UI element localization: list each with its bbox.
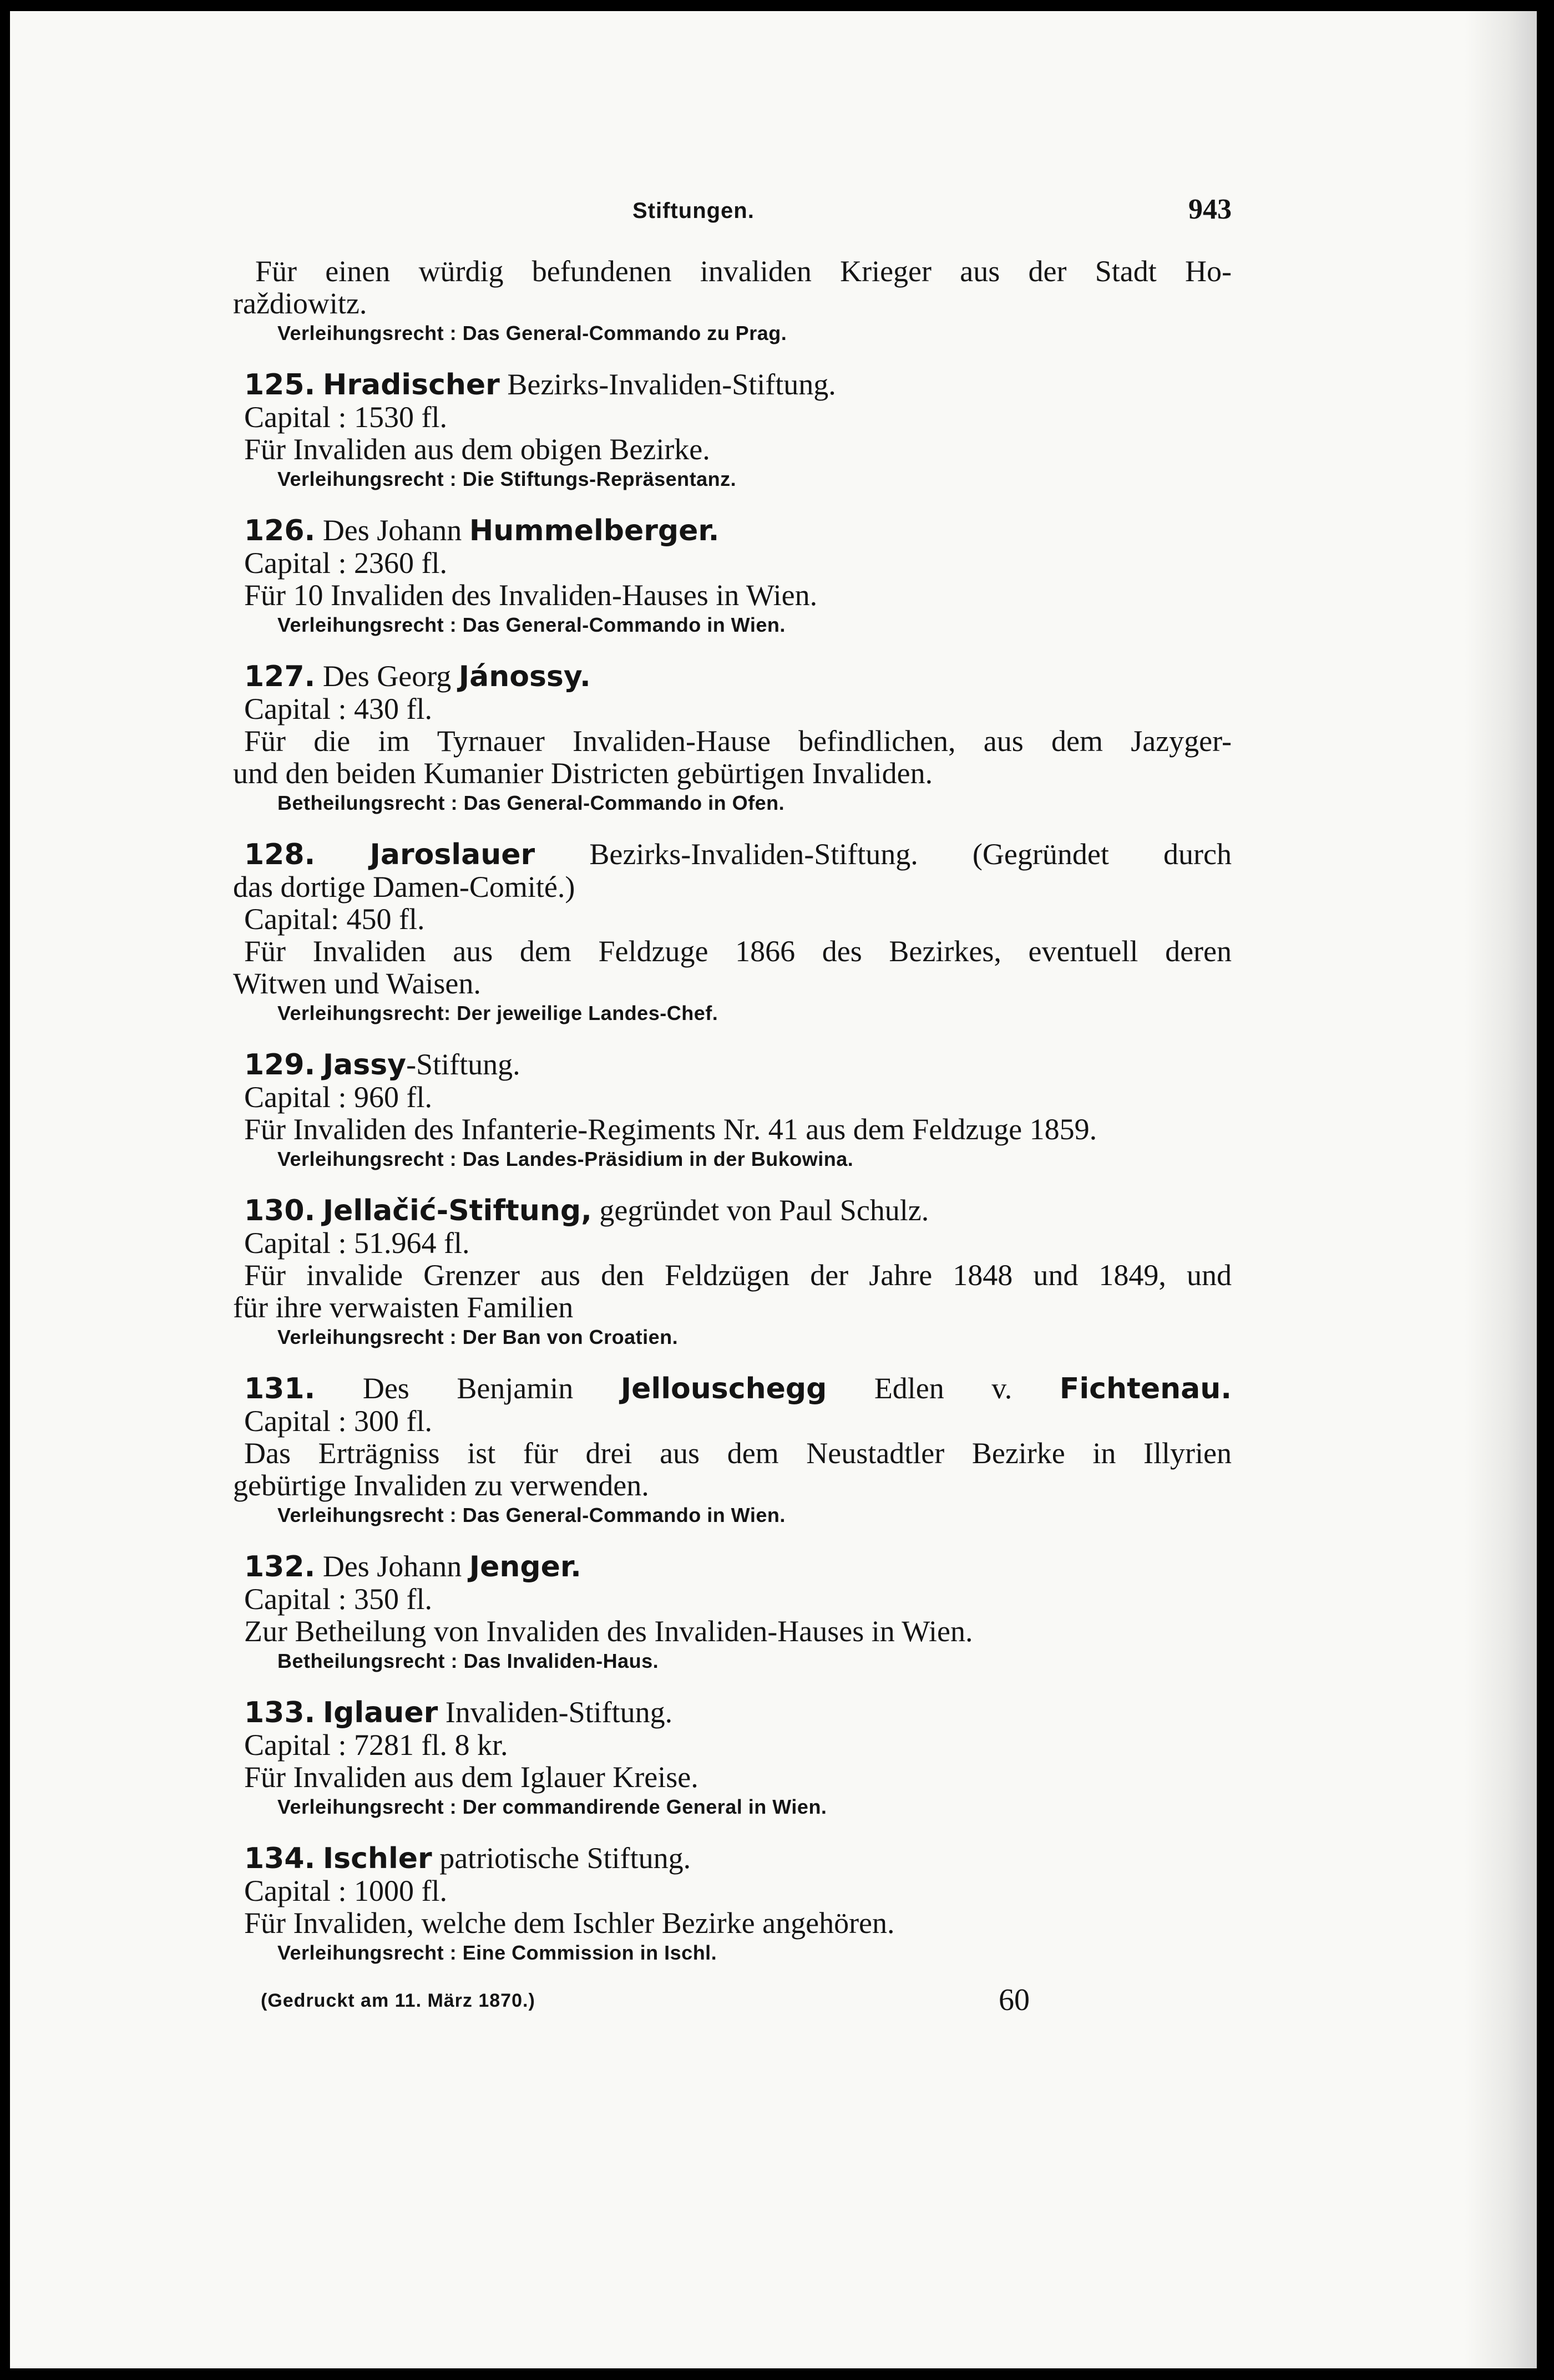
entry-bold-name: Jánossy. (458, 660, 591, 693)
entry-title (244, 1048, 1232, 1081)
entry-title-cont: das dortige Damen-Comité.) (233, 870, 575, 904)
entry-bold-name: Jellačić-Stiftung, (322, 1194, 592, 1227)
entry-title (244, 1842, 1232, 1875)
foundation-entry-125 (244, 368, 1232, 493)
entry-capital: Capital : 430 fl. (244, 692, 432, 725)
entry-capital: Capital : 2360 fl. (244, 546, 447, 580)
entry-title (244, 368, 1232, 401)
entry-title-rest: Bezirks-Invaliden-Stiftung. (499, 368, 836, 401)
entry-capital: Capital : 51.964 fl. (244, 1226, 470, 1260)
entry-description: Zur Betheilung von Invaliden des Invaliden-Hauses in Wien. (244, 1615, 973, 1648)
entry-description: Für Invaliden aus dem Iglauer Kreise. (244, 1760, 698, 1794)
running-head: Stiftungen. (632, 199, 755, 223)
entry-title (244, 1194, 1232, 1227)
sheet-signature: 60 (999, 1983, 1030, 2017)
entry-description: Für Invaliden aus dem obigen Bezirke. (244, 433, 710, 466)
foundation-entry-133 (244, 1696, 1232, 1821)
entry-number: 127. (244, 660, 316, 693)
foundation-entry-128 (233, 838, 1232, 1027)
entry-capital: Capital : 1000 fl. (244, 1874, 447, 1907)
entry-title (244, 1550, 1232, 1583)
foundation-entry-134 (244, 1842, 1232, 1967)
entry-title-rest: Edlen v. (827, 1372, 1060, 1405)
print-date-note: (Gedruckt am 11. März 1870.) (261, 1990, 535, 2011)
entry-title-rest: Bezirks-Invaliden-Stiftung. (Gegründet durch (535, 838, 1232, 871)
entry-rights: Verleihungsrecht: Der jeweilige Landes-Chef. (277, 1002, 718, 1024)
entry-rights: Betheilungsrecht : Das Invaliden-Haus. (277, 1650, 659, 1672)
entry-number: 130. (244, 1194, 316, 1227)
foundation-entry-127 (233, 659, 1232, 817)
entry-rights: Verleihungsrecht : Der commandirende General in Wien. (277, 1795, 827, 1818)
entry-title (244, 1696, 1232, 1729)
foundation-entry-130 (233, 1194, 1232, 1351)
entry-description: Für invalide Grenzer aus den Feldzügen der Jahre 1848 und 1849, und (244, 1258, 1232, 1292)
entry-bold-name: Ischler (322, 1842, 432, 1875)
entry-bold-name: Jaroslauer (369, 838, 535, 871)
entry-bold-name: Jassy (322, 1048, 407, 1082)
entry-description-cont: Witwen und Waisen. (233, 967, 481, 1000)
entry-description: Für Invaliden aus dem Feldzuge 1866 des Bezirkes, eventuell deren (244, 935, 1232, 968)
entry-description-cont: für ihre verwaisten Familien (233, 1291, 574, 1324)
entry-capital: Capital : 350 fl. (244, 1582, 432, 1616)
entry-number: 131. (244, 1372, 316, 1405)
intro-line-2: raždiowitz. (233, 287, 367, 320)
entry-title (244, 838, 1232, 871)
entry-title (244, 1372, 1232, 1405)
entry-title-rest: -Stiftung. (406, 1048, 520, 1081)
intro-entry (233, 255, 1232, 347)
entry-capital: Capital : 7281 fl. 8 kr. (244, 1728, 508, 1762)
entry-description: Für 10 Invaliden des Invaliden-Hauses in Wien. (244, 578, 818, 612)
entry-rights: Verleihungsrecht : Das General-Commando in Wien. (277, 1504, 786, 1526)
entry-number: 133. (244, 1696, 316, 1729)
entry-bold-name-2: Fichtenau. (1059, 1372, 1232, 1405)
entry-capital: Capital : 300 fl. (244, 1404, 432, 1438)
entry-title-prefix: Des Johann (315, 1550, 469, 1583)
entry-title-prefix: Des Johann (315, 514, 469, 547)
page-header (244, 189, 1232, 225)
entry-number: 125. (244, 368, 316, 402)
entry-rights: Verleihungsrecht : Der Ban von Croatien. (277, 1326, 679, 1348)
entry-rights: Verleihungsrecht : Die Stiftungs-Repräsentanz. (277, 468, 737, 490)
entry-title (244, 660, 1232, 693)
entry-bold-name: Jellouschegg (620, 1372, 827, 1405)
entry-title-rest: patriotische Stiftung. (432, 1841, 691, 1875)
entry-capital: Capital: 450 fl. (244, 902, 425, 936)
page-content (233, 189, 1232, 2021)
entry-rights: Verleihungsrecht : Das Landes-Präsidium in der Bukowina. (277, 1148, 854, 1170)
foundation-entry-129 (244, 1048, 1232, 1173)
entry-description: Das Erträgniss ist für drei aus dem Neustadtler Bezirke in Illyrien (244, 1437, 1232, 1470)
entry-description: Für Invaliden, welche dem Ischler Bezirke angehören. (244, 1906, 895, 1940)
entry-number: 134. (244, 1842, 316, 1875)
entry-bold-name: Jenger. (469, 1550, 581, 1584)
entry-description-cont: gebürtige Invaliden zu verwenden. (233, 1469, 649, 1502)
page-fold-shadow (1465, 11, 1537, 2368)
intro-rights: Verleihungsrecht : Das General-Commando zu Prag. (277, 322, 787, 344)
foundation-entry-132 (244, 1550, 1232, 1675)
entry-number: 129. (244, 1048, 316, 1082)
entry-title-prefix: Des Benjamin (315, 1372, 621, 1405)
entry-title-rest: Invaliden-Stiftung. (438, 1696, 673, 1729)
entry-rights: Verleihungsrecht : Eine Commission in Ischl. (277, 1941, 717, 1964)
entry-description: Für Invaliden des Infanterie-Regiments Nr. 41 aus dem Feldzuge 1859. (244, 1113, 1097, 1146)
entry-title-rest: gegründet von Paul Schulz. (591, 1194, 929, 1227)
foundation-entry-131 (233, 1372, 1232, 1529)
entry-number: 132. (244, 1550, 316, 1584)
entry-description-cont: und den beiden Kumanier Districten gebürtigen Invaliden. (233, 757, 933, 790)
entry-capital: Capital : 1530 fl. (244, 400, 447, 434)
entry-bold-name: Iglauer (322, 1696, 438, 1729)
entry-capital: Capital : 960 fl. (244, 1080, 432, 1114)
intro-line-1: Für einen würdig befundenen invaliden Krieger aus der Stadt Ho- (255, 255, 1232, 288)
foundation-entry-126 (244, 514, 1232, 639)
entry-description: Für die im Tyrnauer Invaliden-Hause befindlichen, aus dem Jazyger- (244, 724, 1232, 758)
page-footer (244, 1982, 1232, 2021)
entry-bold-name: Hummelberger. (469, 514, 720, 547)
entry-number: 128. (244, 838, 316, 871)
entry-rights: Betheilungsrecht : Das General-Commando in Ofen. (277, 791, 785, 814)
entry-title-prefix: Des Georg (315, 659, 459, 693)
entry-number: 126. (244, 514, 316, 547)
entry-bold-name: Hradischer (322, 368, 500, 402)
entry-title (244, 514, 1232, 547)
entry-rights: Verleihungsrecht : Das General-Commando in Wien. (277, 613, 786, 636)
page-number: 943 (1188, 194, 1232, 225)
